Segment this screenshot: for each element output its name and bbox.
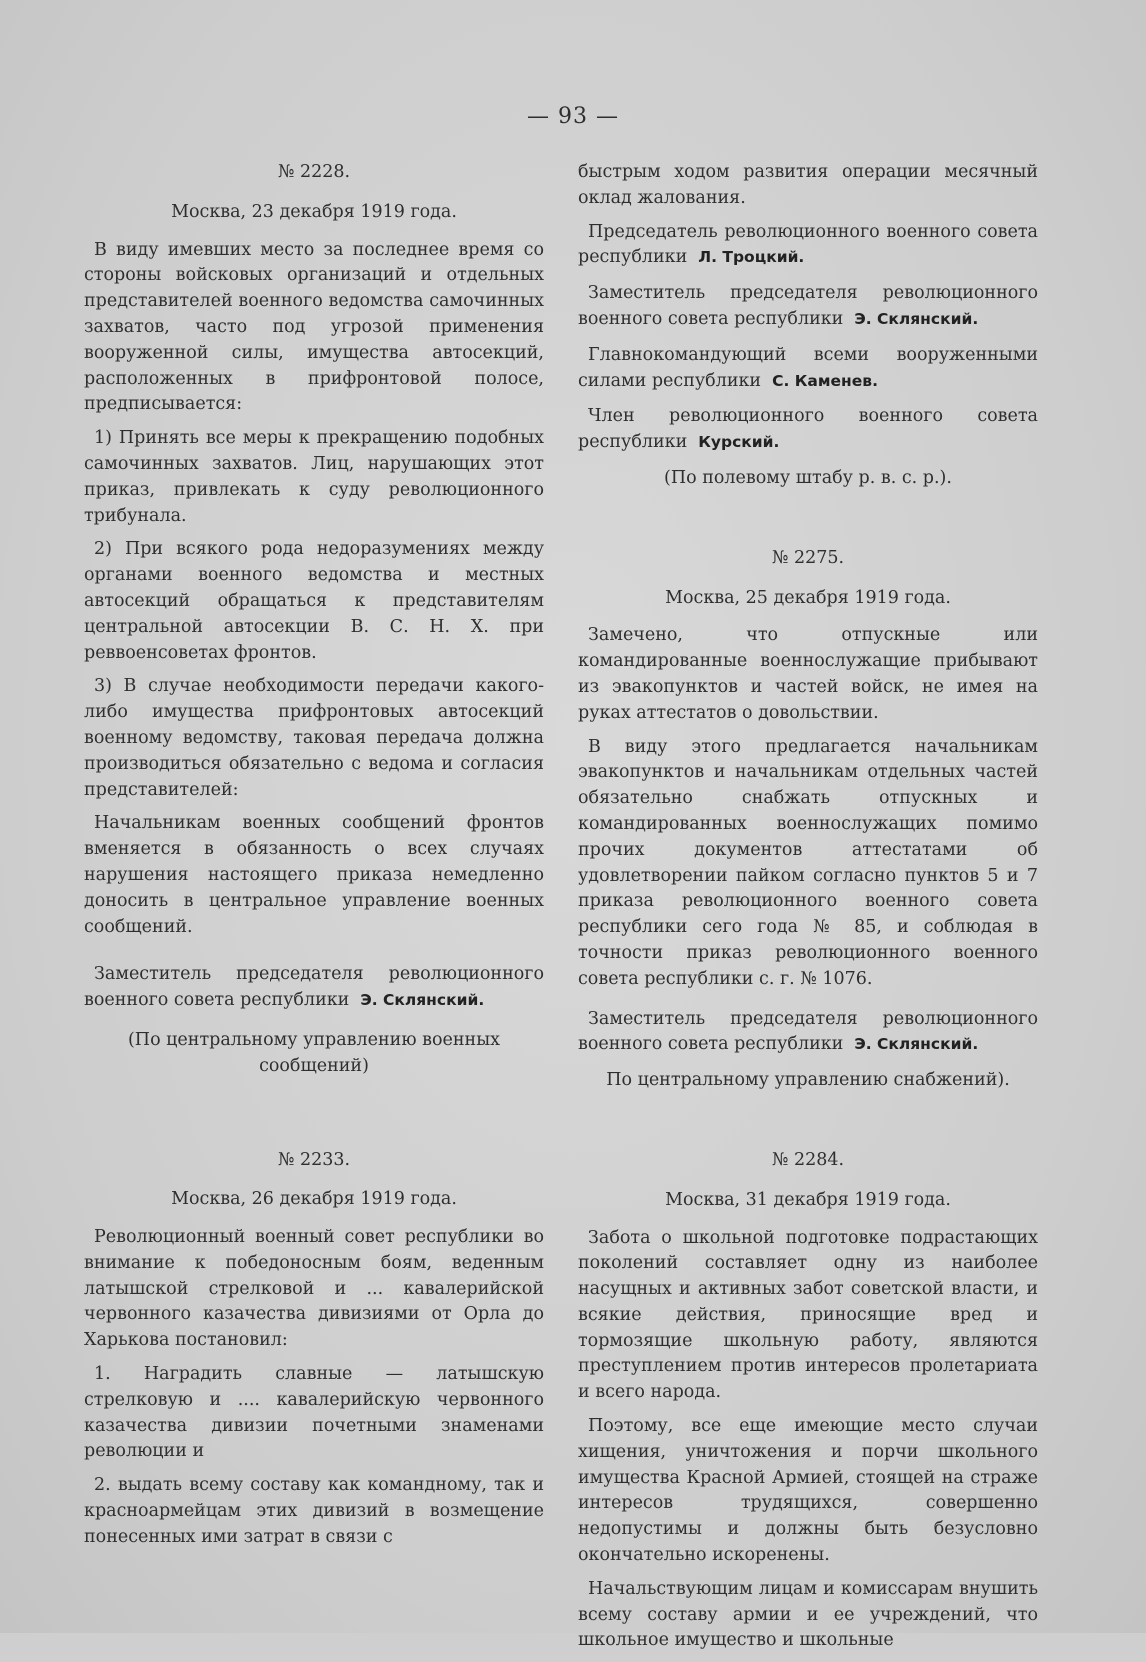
signature-block [578,404,1038,456]
order-paragraph: Начальствующим лицам и комиссарам внушить всему составу армии и ее учреждений, что школьное имущество и школьные [578,1578,1038,1651]
signature-title: Заместитель председателя революционного военного совета республики [578,1008,1038,1055]
right-column [578,160,1038,1662]
page-number: — 93 — [527,104,619,129]
order-paragraph: 1. Наградить славные — латышскую стрелковую и .... кавалерийскую червонного казачества дивизии почетными знаменами революции и [84,1364,544,1462]
signature-name: Курский. [692,433,780,452]
order-number: № 2228. [277,162,351,182]
order-paragraph: 2. выдать всему составу как командному, так и красноармейцам этих дивизий в возмещение понесенных ими затрат в связи с [84,1475,544,1547]
order-source: По центральному управлению снабжений). [606,1070,1010,1091]
signature-block [578,343,1038,395]
section-gap [84,1090,544,1148]
signature-name: Э. Склянский. [848,309,979,328]
section-gap [578,502,1038,546]
order-date: Москва, 25 декабря 1919 года. [665,587,951,608]
signature-block [578,220,1038,272]
order-paragraph: 2) При всякого рода недоразумениях между органами военного ведомства и местных автосекций обращаться к представителям центральной автосекции В. С. Н. Х. при реввоенсоветах фронтов. [84,539,544,663]
signature-title: Заместитель председателя революционного военного совета республики [578,283,1038,329]
signature-name: Э. Склянский. [354,991,485,1010]
order-paragraph: Поэтому, все еще имеющие место случаи хищения, уничтожения и порчи школьного имущества Красной Армией, стоящей на страже интересов трудящихся, совершенно недопустимы и должны быть безусловно окончательно искоренены. [578,1416,1038,1566]
order-paragraph: Забота о школьной подготовке подрастающих поколений составляет одну из наиболее насущных и активных забот советской власти, и всякие действия, приносящие вред и тормозящие школьную работу, являются преступлением против интересов пролетариата и всего народа. [578,1227,1038,1403]
order-number: № 2233. [277,1149,351,1170]
order-date: Москва, 31 декабря 1919 года. [665,1189,951,1210]
left-column [84,160,544,1559]
order-date: Москва, 26 декабря 1919 года. [171,1189,457,1210]
signature-name: С. Каменев. [766,371,878,390]
order-paragraph: 3) В случае необходимости передачи какого-либо имущества прифронтовых автосекций военному ведомству, таковая передача должна производиться обязательно с ведома и согласия представителей: [84,676,544,800]
order-date: Москва, 23 декабря 1919 года. [171,201,457,222]
signature-name: Э. Склянский. [848,1035,979,1054]
order-source: (По центральному управлению военных сообщений) [127,1029,500,1076]
section-gap [578,1104,1038,1148]
signature-title: Главнокомандующий всеми вооруженными силами республики [578,344,1038,391]
signature-title: Заместитель председателя революционного военного совета республики [84,964,544,1011]
order-source: (По полевому штабу р. в. с. р.). [664,467,952,488]
order-number: № 2284. [771,1149,845,1170]
signature-title: Член революционного военного совета республики [578,406,1038,453]
order-paragraph: Начальникам военных сообщений фронтов вменяется в обязанность о всех случаях нарушения настоящего приказа немедленно доносить в центральное управление военных сообщений. [84,813,544,937]
signature-block [84,962,544,1014]
signature-title: Председатель революционного военного совета республики [578,221,1038,268]
order-paragraph: быстрым ходом развития операции месячный оклад жалования. [578,162,1038,208]
order-paragraph: 1) Принять все меры к прекращению подобных самочинных захватов. Лиц, нарушающих этот приказ, привлекать к суду революционного трибунала. [84,428,544,526]
signature-block [578,281,1038,333]
order-paragraph: Революционный военный совет республики во внимание к победоносным боям, веденным латышской стрелковой и ... кавалерийской червонного казачества дивизиями от Орла до Харькова постановил: [84,1227,544,1351]
signature-name: Л. Троцкий. [692,248,805,267]
order-number: № 2275. [771,547,845,568]
order-paragraph: Замечено, что отпускные или командированные военнослужащие прибывают из эвакопунктов и частей войск, не имея на руках аттестатов о довольствии. [578,625,1038,723]
signature-block [578,1007,1038,1059]
order-paragraph: В виду этого предлагается начальникам эвакопунктов и начальникам отдельных частей обязательно снабжать отпускных и командированных военнослужащих помимо прочих документов аттестатами об удовлетворении пайком согласно пунктов 5 и 7 приказа революционного военного совета республики сего года № 85, и соблюдая в точности приказ революционного военного совета республики с. г. № 1076. [578,736,1038,989]
order-paragraph: В виду имевших место за последнее время со стороны войсковых организаций и отдельных представителей военного ведомства самочинных захватов, часто под угрозой применения вооруженной силы, имущества автосекций, расположенных в прифронтовой полосе, предписывается: [84,239,544,415]
